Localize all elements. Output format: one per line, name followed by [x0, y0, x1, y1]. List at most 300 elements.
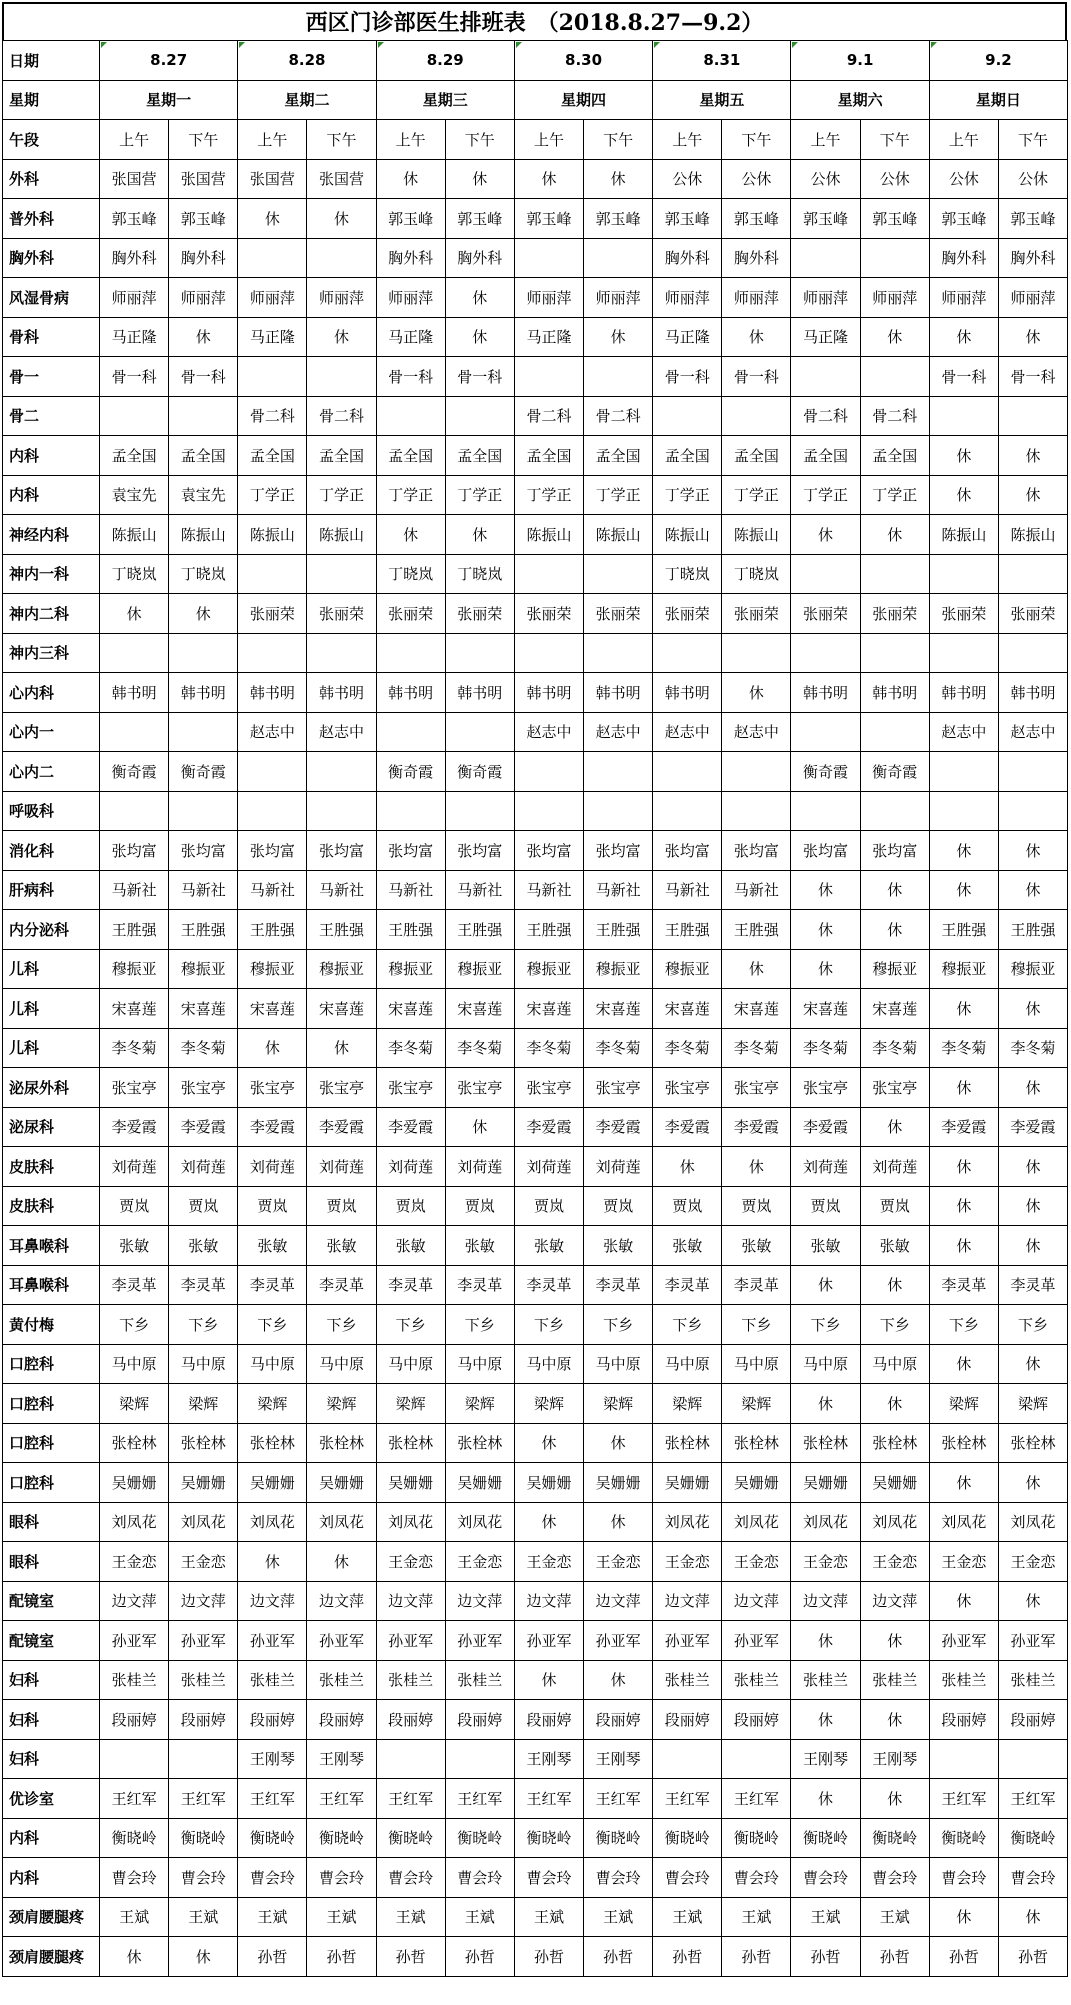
schedule-cell: 孟全国 [100, 436, 169, 476]
schedule-cell: 休 [584, 1423, 653, 1463]
schedule-cell: 休 [929, 317, 998, 357]
department-name: 呼吸科 [3, 791, 100, 831]
schedule-cell: 马中原 [169, 1344, 238, 1384]
schedule-cell: 陈振山 [514, 515, 583, 555]
schedule-cell: 韩书明 [929, 673, 998, 713]
schedule-cell: 曹会玲 [307, 1858, 376, 1898]
table-row [3, 1028, 1068, 1068]
schedule-cell: 袁宝先 [100, 475, 169, 515]
schedule-cell: 休 [376, 515, 445, 555]
department-name: 优诊室 [3, 1779, 100, 1819]
schedule-cell [169, 712, 238, 752]
schedule-cell: 赵志中 [722, 712, 791, 752]
department-name: 神内三科 [3, 633, 100, 673]
table-row [3, 436, 1068, 476]
schedule-cell: 马中原 [445, 1344, 514, 1384]
schedule-cell: 张敏 [238, 1226, 307, 1266]
schedule-cell: 张丽荣 [722, 594, 791, 634]
table-row [3, 1384, 1068, 1424]
schedule-cell: 张宝亭 [514, 1068, 583, 1108]
schedule-cell: 李灵革 [653, 1265, 722, 1305]
schedule-cell: 吴姗姗 [169, 1463, 238, 1503]
schedule-cell: 李冬菊 [376, 1028, 445, 1068]
schedule-cell: 孙亚军 [376, 1621, 445, 1661]
schedule-cell: 刘凤花 [653, 1502, 722, 1542]
schedule-cell: 休 [445, 515, 514, 555]
schedule-cell: 休 [584, 317, 653, 357]
schedule-cell: 张栓林 [238, 1423, 307, 1463]
table-row [3, 910, 1068, 950]
department-name: 内科 [3, 1818, 100, 1858]
schedule-cell: 王金恋 [584, 1542, 653, 1582]
schedule-cell: 梁辉 [722, 1384, 791, 1424]
schedule-cell: 休 [860, 1265, 929, 1305]
schedule-cell: 衡晓岭 [653, 1818, 722, 1858]
schedule-cell: 衡奇霞 [860, 752, 929, 792]
schedule-cell: 师丽萍 [653, 278, 722, 318]
schedule-cell: 张均富 [445, 831, 514, 871]
schedule-cell: 孙亚军 [722, 1621, 791, 1661]
schedule-cell: 休 [929, 989, 998, 1029]
schedule-cell: 休 [791, 515, 860, 555]
schedule-cell: 张桂兰 [860, 1660, 929, 1700]
schedule-cell [514, 554, 583, 594]
weekday-cell: 星期六 [791, 80, 929, 120]
schedule-cell: 衡奇霞 [376, 752, 445, 792]
table-row [3, 1344, 1068, 1384]
schedule-cell: 孙亚军 [238, 1621, 307, 1661]
schedule-cell [169, 396, 238, 436]
schedule-cell: 张丽荣 [653, 594, 722, 634]
table-row [3, 1897, 1068, 1937]
schedule-cell: 刘荷莲 [376, 1147, 445, 1187]
schedule-cell: 王金恋 [653, 1542, 722, 1582]
schedule-cell: 休 [584, 159, 653, 199]
schedule-cell: 张桂兰 [445, 1660, 514, 1700]
schedule-cell: 丁学正 [722, 475, 791, 515]
schedule-cell: 师丽萍 [722, 278, 791, 318]
schedule-cell: 李冬菊 [653, 1028, 722, 1068]
schedule-cell: 休 [238, 1542, 307, 1582]
schedule-cell: 张国营 [169, 159, 238, 199]
schedule-cell: 休 [998, 317, 1067, 357]
schedule-cell: 孟全国 [722, 436, 791, 476]
schedule-cell: 梁辉 [514, 1384, 583, 1424]
schedule-cell: 韩书明 [514, 673, 583, 713]
schedule-cell: 刘凤花 [307, 1502, 376, 1542]
schedule-cell: 张栓林 [653, 1423, 722, 1463]
schedule-cell: 张丽荣 [445, 594, 514, 634]
schedule-cell: 吴姗姗 [238, 1463, 307, 1503]
schedule-cell: 刘荷莲 [307, 1147, 376, 1187]
schedule-cell: 休 [307, 317, 376, 357]
schedule-cell: 曹会玲 [100, 1858, 169, 1898]
schedule-cell: 穆振亚 [514, 949, 583, 989]
schedule-cell [238, 791, 307, 831]
schedule-cell: 段丽婷 [376, 1700, 445, 1740]
schedule-cell: 孙哲 [860, 1937, 929, 1977]
schedule-cell: 曹会玲 [929, 1858, 998, 1898]
schedule-cell: 张丽荣 [929, 594, 998, 634]
schedule-cell [653, 396, 722, 436]
schedule-cell: 马正隆 [791, 317, 860, 357]
table-row [3, 1937, 1068, 1977]
schedule-cell: 衡奇霞 [791, 752, 860, 792]
schedule-cell: 梁辉 [169, 1384, 238, 1424]
schedule-cell: 王刚琴 [514, 1739, 583, 1779]
schedule-cell: 骨一科 [722, 357, 791, 397]
schedule-cell: 郭玉峰 [514, 199, 583, 239]
schedule-cell: 师丽萍 [791, 278, 860, 318]
schedule-cell: 胸外科 [722, 238, 791, 278]
schedule-cell: 吴姗姗 [653, 1463, 722, 1503]
schedule-cell: 王斌 [376, 1897, 445, 1937]
department-name: 皮肤科 [3, 1147, 100, 1187]
department-name: 内科 [3, 1858, 100, 1898]
schedule-cell [998, 791, 1067, 831]
schedule-cell: 张桂兰 [653, 1660, 722, 1700]
schedule-cell: 贾岚 [722, 1186, 791, 1226]
schedule-cell: 骨一科 [100, 357, 169, 397]
schedule-cell: 王刚琴 [860, 1739, 929, 1779]
schedule-cell: 王胜强 [998, 910, 1067, 950]
schedule-cell: 王红军 [722, 1779, 791, 1819]
schedule-cell: 张均富 [514, 831, 583, 871]
schedule-cell: 李冬菊 [169, 1028, 238, 1068]
table-row [3, 949, 1068, 989]
weekday-cell: 星期日 [929, 80, 1067, 120]
schedule-cell: 吴姗姗 [722, 1463, 791, 1503]
schedule-cell: 孙亚军 [169, 1621, 238, 1661]
schedule-cell: 休 [929, 1463, 998, 1503]
table-row [3, 199, 1068, 239]
schedule-cell: 张宝亭 [653, 1068, 722, 1108]
schedule-cell: 丁学正 [238, 475, 307, 515]
department-name: 心内一 [3, 712, 100, 752]
schedule-cell: 韩书明 [100, 673, 169, 713]
schedule-cell: 郭玉峰 [376, 199, 445, 239]
schedule-cell: 公休 [791, 159, 860, 199]
schedule-cell: 马中原 [100, 1344, 169, 1384]
schedule-cell: 衡晓岭 [860, 1818, 929, 1858]
schedule-cell: 梁辉 [445, 1384, 514, 1424]
schedule-cell: 休 [445, 317, 514, 357]
schedule-cell: 丁学正 [584, 475, 653, 515]
date-row [3, 41, 1068, 81]
schedule-cell [791, 633, 860, 673]
schedule-cell: 贾岚 [653, 1186, 722, 1226]
schedule-cell: 王红军 [653, 1779, 722, 1819]
schedule-cell [860, 554, 929, 594]
pm-cell: 下午 [445, 120, 514, 160]
schedule-cell: 李灵革 [584, 1265, 653, 1305]
schedule-cell: 韩书明 [238, 673, 307, 713]
schedule-cell: 刘凤花 [722, 1502, 791, 1542]
schedule-cell [238, 357, 307, 397]
department-name: 配镜室 [3, 1621, 100, 1661]
department-name: 儿科 [3, 1028, 100, 1068]
schedule-cell: 休 [998, 1226, 1067, 1266]
schedule-cell: 宋喜莲 [100, 989, 169, 1029]
schedule-cell [307, 633, 376, 673]
schedule-cell: 休 [929, 1186, 998, 1226]
schedule-cell [860, 633, 929, 673]
schedule-cell: 宋喜莲 [514, 989, 583, 1029]
schedule-cell: 下乡 [653, 1305, 722, 1345]
schedule-cell [514, 357, 583, 397]
schedule-cell: 王斌 [860, 1897, 929, 1937]
schedule-cell: 张栓林 [998, 1423, 1067, 1463]
schedule-cell: 梁辉 [998, 1384, 1067, 1424]
schedule-cell: 曹会玲 [514, 1858, 583, 1898]
schedule-cell: 孙亚军 [307, 1621, 376, 1661]
schedule-cell: 张栓林 [929, 1423, 998, 1463]
schedule-cell: 王胜强 [238, 910, 307, 950]
schedule-cell: 王金恋 [100, 1542, 169, 1582]
schedule-cell: 贾岚 [100, 1186, 169, 1226]
schedule-cell: 赵志中 [998, 712, 1067, 752]
schedule-cell [514, 791, 583, 831]
schedule-cell: 王金恋 [722, 1542, 791, 1582]
schedule-cell: 休 [791, 1700, 860, 1740]
schedule-cell: 边文萍 [722, 1581, 791, 1621]
schedule-cell [445, 1739, 514, 1779]
schedule-cell: 刘凤花 [169, 1502, 238, 1542]
schedule-cell: 王斌 [100, 1897, 169, 1937]
schedule-cell: 韩书明 [584, 673, 653, 713]
schedule-cell: 赵志中 [514, 712, 583, 752]
schedule-cell: 张均富 [307, 831, 376, 871]
schedule-cell: 吴姗姗 [100, 1463, 169, 1503]
schedule-cell: 宋喜莲 [584, 989, 653, 1029]
schedule-cell: 穆振亚 [445, 949, 514, 989]
am-cell: 上午 [514, 120, 583, 160]
schedule-cell: 赵志中 [238, 712, 307, 752]
schedule-cell: 李灵革 [514, 1265, 583, 1305]
schedule-cell: 张丽荣 [514, 594, 583, 634]
schedule-cell: 张国营 [307, 159, 376, 199]
department-name: 耳鼻喉科 [3, 1226, 100, 1266]
schedule-cell [998, 396, 1067, 436]
schedule-cell: 胸外科 [169, 238, 238, 278]
schedule-cell: 休 [860, 1700, 929, 1740]
schedule-cell: 马正隆 [376, 317, 445, 357]
schedule-cell: 贾岚 [584, 1186, 653, 1226]
schedule-cell: 王红军 [376, 1779, 445, 1819]
table-row [3, 1818, 1068, 1858]
schedule-cell: 王刚琴 [307, 1739, 376, 1779]
schedule-cell: 曹会玲 [653, 1858, 722, 1898]
department-name: 口腔科 [3, 1384, 100, 1424]
schedule-cell [653, 633, 722, 673]
schedule-cell: 张桂兰 [998, 1660, 1067, 1700]
schedule-cell: 孙亚军 [929, 1621, 998, 1661]
schedule-cell: 刘荷莲 [584, 1147, 653, 1187]
schedule-cell: 胸外科 [929, 238, 998, 278]
schedule-cell: 休 [722, 673, 791, 713]
department-name: 眼科 [3, 1502, 100, 1542]
schedule-cell: 李灵革 [169, 1265, 238, 1305]
schedule-cell: 王金恋 [791, 1542, 860, 1582]
schedule-cell [514, 238, 583, 278]
schedule-cell: 刘荷莲 [100, 1147, 169, 1187]
weekday-cell: 星期三 [376, 80, 514, 120]
schedule-cell: 骨一科 [998, 357, 1067, 397]
schedule-cell [998, 633, 1067, 673]
schedule-cell [653, 752, 722, 792]
schedule-cell: 王斌 [514, 1897, 583, 1937]
schedule-cell: 师丽萍 [514, 278, 583, 318]
schedule-cell: 马中原 [722, 1344, 791, 1384]
table-row [3, 1423, 1068, 1463]
schedule-cell: 刘荷莲 [860, 1147, 929, 1187]
schedule-cell: 张栓林 [860, 1423, 929, 1463]
schedule-cell: 胸外科 [376, 238, 445, 278]
schedule-cell: 李冬菊 [929, 1028, 998, 1068]
table-row [3, 554, 1068, 594]
schedule-cell: 张桂兰 [929, 1660, 998, 1700]
schedule-cell: 宋喜莲 [722, 989, 791, 1029]
schedule-cell: 穆振亚 [653, 949, 722, 989]
schedule-cell: 王斌 [238, 1897, 307, 1937]
schedule-cell: 骨二科 [584, 396, 653, 436]
schedule-cell: 王红军 [238, 1779, 307, 1819]
schedule-cell: 曹会玲 [238, 1858, 307, 1898]
schedule-cell: 休 [860, 1384, 929, 1424]
schedule-cell: 马正隆 [100, 317, 169, 357]
schedule-cell: 王红军 [514, 1779, 583, 1819]
schedule-cell: 张宝亭 [376, 1068, 445, 1108]
schedule-cell: 王刚琴 [584, 1739, 653, 1779]
schedule-cell: 韩书明 [653, 673, 722, 713]
schedule-cell: 曹会玲 [169, 1858, 238, 1898]
schedule-cell [169, 791, 238, 831]
table-row [3, 238, 1068, 278]
schedule-cell: 孙哲 [307, 1937, 376, 1977]
schedule-cell: 骨一科 [929, 357, 998, 397]
schedule-cell: 曹会玲 [860, 1858, 929, 1898]
table-row [3, 752, 1068, 792]
table-row [3, 1068, 1068, 1108]
schedule-cell: 李冬菊 [791, 1028, 860, 1068]
schedule-cell: 韩书明 [860, 673, 929, 713]
schedule-cell: 休 [169, 317, 238, 357]
schedule-cell: 王金恋 [169, 1542, 238, 1582]
schedule-cell: 王胜强 [376, 910, 445, 950]
schedule-cell: 张丽荣 [860, 594, 929, 634]
schedule-cell: 休 [860, 910, 929, 950]
schedule-cell [722, 1739, 791, 1779]
schedule-cell: 郭玉峰 [722, 199, 791, 239]
schedule-cell: 贾岚 [791, 1186, 860, 1226]
schedule-cell: 贾岚 [445, 1186, 514, 1226]
schedule-cell: 王金恋 [998, 1542, 1067, 1582]
pm-cell: 下午 [998, 120, 1067, 160]
schedule-cell: 张栓林 [791, 1423, 860, 1463]
schedule-cell: 宋喜莲 [653, 989, 722, 1029]
schedule-cell: 衡晓岭 [584, 1818, 653, 1858]
schedule-cell: 吴姗姗 [307, 1463, 376, 1503]
department-name: 口腔科 [3, 1344, 100, 1384]
schedule-cell: 休 [791, 949, 860, 989]
schedule-cell: 下乡 [584, 1305, 653, 1345]
schedule-cell: 边文萍 [860, 1581, 929, 1621]
schedule-cell: 马新社 [722, 870, 791, 910]
schedule-cell: 边文萍 [100, 1581, 169, 1621]
schedule-cell [445, 396, 514, 436]
table-row [3, 989, 1068, 1029]
schedule-cell: 郭玉峰 [860, 199, 929, 239]
schedule-cell: 丁晓岚 [169, 554, 238, 594]
am-cell: 上午 [238, 120, 307, 160]
schedule-cell: 孟全国 [584, 436, 653, 476]
schedule-cell: 马中原 [791, 1344, 860, 1384]
schedule-cell: 休 [514, 1660, 583, 1700]
schedule-cell: 张敏 [860, 1226, 929, 1266]
schedule-cell: 马正隆 [653, 317, 722, 357]
schedule-cell: 王斌 [722, 1897, 791, 1937]
schedule-cell: 丁学正 [445, 475, 514, 515]
schedule-cell: 休 [929, 1344, 998, 1384]
schedule-cell: 李爱霞 [791, 1107, 860, 1147]
table-row [3, 278, 1068, 318]
schedule-cell: 王红军 [445, 1779, 514, 1819]
schedule-cell: 曹会玲 [584, 1858, 653, 1898]
schedule-cell: 段丽婷 [653, 1700, 722, 1740]
schedule-cell: 张宝亭 [169, 1068, 238, 1108]
schedule-cell [100, 396, 169, 436]
schedule-cell: 师丽萍 [169, 278, 238, 318]
schedule-cell: 穆振亚 [307, 949, 376, 989]
schedule-cell [100, 1739, 169, 1779]
schedule-cell: 丁晓岚 [100, 554, 169, 594]
schedule-cell: 休 [998, 475, 1067, 515]
schedule-cell: 休 [100, 594, 169, 634]
department-name: 骨科 [3, 317, 100, 357]
schedule-cell [514, 633, 583, 673]
department-name: 消化科 [3, 831, 100, 871]
schedule-cell: 骨二科 [791, 396, 860, 436]
schedule-cell: 师丽萍 [860, 278, 929, 318]
schedule-cell [100, 633, 169, 673]
schedule-cell: 张栓林 [445, 1423, 514, 1463]
schedule-cell: 休 [791, 910, 860, 950]
schedule-cell: 李灵革 [376, 1265, 445, 1305]
schedule-cell: 丁学正 [307, 475, 376, 515]
schedule-cell: 休 [860, 1621, 929, 1661]
department-name: 风湿骨病 [3, 278, 100, 318]
department-name: 肝病科 [3, 870, 100, 910]
schedule-cell: 下乡 [376, 1305, 445, 1345]
schedule-cell: 胸外科 [653, 238, 722, 278]
schedule-cell: 张桂兰 [722, 1660, 791, 1700]
schedule-cell: 衡奇霞 [169, 752, 238, 792]
schedule-cell: 休 [100, 1937, 169, 1977]
schedule-cell: 边文萍 [307, 1581, 376, 1621]
table-row [3, 1700, 1068, 1740]
schedule-cell: 李灵革 [998, 1265, 1067, 1305]
schedule-cell: 孟全国 [860, 436, 929, 476]
schedule-cell: 下乡 [791, 1305, 860, 1345]
schedule-cell: 赵志中 [653, 712, 722, 752]
schedule-cell: 马新社 [376, 870, 445, 910]
schedule-cell [929, 752, 998, 792]
schedule-cell: 王胜强 [929, 910, 998, 950]
schedule-cell: 李冬菊 [584, 1028, 653, 1068]
table-row [3, 159, 1068, 199]
schedule-cell: 休 [722, 949, 791, 989]
schedule-cell [376, 396, 445, 436]
